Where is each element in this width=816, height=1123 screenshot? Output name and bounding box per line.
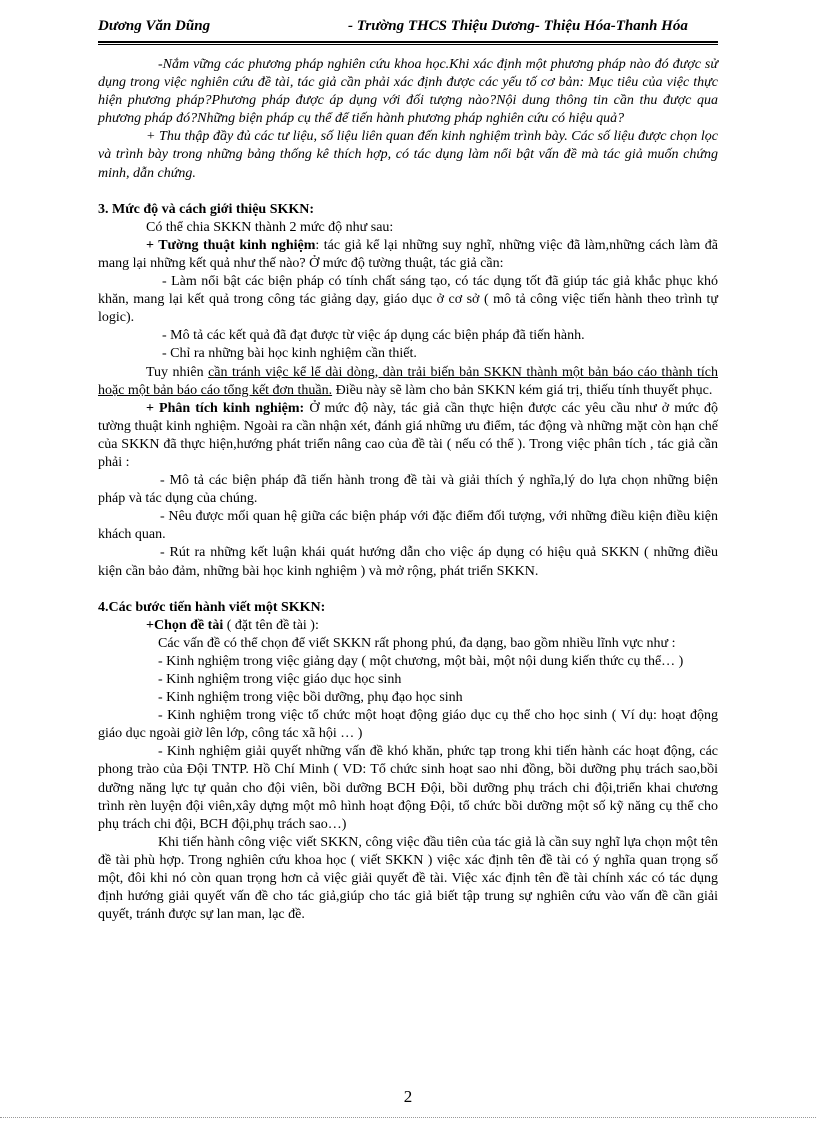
header-school: - Trường THCS Thiệu Dương- Thiệu Hóa-Thanh Hóa bbox=[348, 18, 688, 34]
note-start: Tuy nhiên bbox=[146, 364, 209, 380]
section-4-subheading bbox=[98, 617, 718, 635]
header-rule-thin bbox=[98, 44, 718, 45]
intro-paragraph-2: + Thu thập đầy đủ các tư liệu, số liệu liên quan đến kinh nghiệm trình bày. Các số liệu được chọn lọc và trình bày trong những bảng thống kê thích hợp, có tác dụng làm nổi bật vấn đề mà tác giả muốn chứng minh, dẫn chứng. bbox=[98, 129, 718, 181]
item-2-title: + Phân tích kinh nghiệm: bbox=[146, 400, 305, 416]
note-end: Điều này sẽ làm cho bản SKKN kém giá trị, thiếu tính thuyết phục. bbox=[332, 382, 713, 398]
section-3-bullet: - Nêu được mối quan hệ giữa các biện pháp với đặc điểm đối tượng, với những điều kiện điều kiện khách quan. bbox=[98, 509, 718, 543]
section-4-bullet: - Kinh nghiệm trong việc bồi dưỡng, phụ đạo học sinh bbox=[158, 690, 463, 706]
section-4-closing: Khi tiến hành công việc viết SKKN, công việc đầu tiên của tác giả là cần suy nghĩ lựa chọn một tên đề tài phù hợp. Trong nghiên cứu khoa học ( viết SKKN ) việc xác định tên đề tài có ý nghĩa quan trọng số một, đôi khi nó còn quan trọng hơn cả việc giải quyết đề tài. Việc xác định tên đề tài chính xác có tác dụng định hướng giải quyết vấn đề cho tác giả,giúp cho tác giả biết tập trung sự nghiên cứu vào vấn đề cần giải quyết, tránh được sự lan man, lạc đề. bbox=[98, 834, 718, 923]
section-3-lead: Có thể chia SKKN thành 2 mức độ như sau: bbox=[146, 219, 394, 235]
item-2-text: Ở mức độ này, tác giả cần thực hiện được các yêu cầu như ở mức độ tường thuật kinh nghiệm. Ngoài ra cần nhận xét, đánh giá những ưu điểm, tác động và những mặt còn hạn chế của SKKN đã thực hiện,hướng phát triển nâng cao của đề tài ( nếu có thể ). Trong việc phân tích , tác giả cần phải : bbox=[98, 400, 719, 470]
note-underlined: cần tránh việc kể lể dài dòng, dàn trải biến bản SKKN thành một bản báo cáo thành tích hoặc một bản báo cáo tổng kết đơn thuần. bbox=[98, 364, 718, 398]
intro-paragraph-1: -Nắm vững các phương pháp nghiên cứu khoa học.Khi xác định một phương pháp nào đó được sử dụng trong việc nghiên cứu đề tài, tác giả cần phải xác định được các yếu tố cơ bản: Mục tiêu của việc thực hiện phương pháp?Phương pháp được áp dụng với đối tượng nào?Nội dung thông tin cần thu được qua phương pháp đó?Những biện pháp cụ thể để tiến hành phương pháp nghiên cứu có hiệu quả? bbox=[98, 57, 718, 127]
item-1-text: : tác giả kể lại những suy nghĩ, những việc đã làm,những cách làm đã mang lại những kết quả như thế nào? Ở mức độ tường thuật, tác giả cần: bbox=[98, 237, 719, 271]
section-4-heading: 4.Các bước tiến hành viết một SKKN: bbox=[98, 599, 326, 615]
section-3-heading: 3. Mức độ và cách giới thiệu SKKN: bbox=[98, 201, 315, 217]
section-4-bullet: - Kinh nghiệm trong việc tổ chức một hoạt động giáo dục cụ thể cho học sinh ( Ví dụ: hoạt động giáo dục ngoài giờ lên lớp, công tác xã hội … ) bbox=[98, 708, 718, 742]
section-4-lead: Các vấn đề có thể chọn để viết SKKN rất phong phú, đa dạng, bao gồm nhiều lĩnh vực như : bbox=[158, 635, 676, 651]
section-3-item-1 bbox=[98, 237, 718, 273]
page-header bbox=[98, 18, 704, 40]
footer-rule bbox=[0, 1117, 816, 1118]
section-3-item-2 bbox=[98, 400, 718, 472]
section-3-note bbox=[98, 364, 718, 400]
section-4-bullet: - Kinh nghiệm trong việc giáo dục học sinh bbox=[158, 672, 402, 687]
section-3-bullet: - Làm nổi bật các biện pháp có tính chất sáng tạo, có tác dụng tốt đã giúp tác giả khắc phục khó khăn, mang lại kết quả trong công tác giảng dạy, giáo dục ở cơ sở ( mô tả công việc tiến hành theo trình tự logic). bbox=[98, 274, 718, 326]
section-4-bullet: - Kinh nghiệm giải quyết những vấn đề khó khăn, phức tạp trong khi tiến hành các hoạt động, các phong trào của Đội TNTP. Hồ Chí Minh ( VD: Tổ chức sinh hoạt sao nhi đồng, bồi dưỡng phụ trách sao,bồi dưỡng năng lực tự quản cho đội viên, bồi dưỡng BCH Đội, bồi dưỡng phụ trách chi đội,triển khai chương trình rèn luyện đội viên,xây dựng một mô hình hoạt động Đội, tổ chức bồi dưỡng một số kỹ năng cụ thể cho phụ trách chi đội, BCH đội,phụ trách sao…) bbox=[98, 744, 718, 832]
section-3-bullet: - Chỉ ra những bài học kinh nghiệm cần thiết. bbox=[162, 346, 417, 362]
header-author: Dương Văn Dũng bbox=[98, 18, 211, 34]
section-3-bullet: - Mô tả các kết quả đã đạt được từ việc áp dụng các biện pháp đã tiến hành. bbox=[162, 328, 585, 344]
document-body bbox=[98, 56, 718, 924]
section-4-bullet: - Kinh nghiệm trong việc giảng dạy ( một chương, một bài, một nội dung kiến thức cụ thể… ) bbox=[158, 653, 684, 669]
section-3-bullet: - Rút ra những kết luận khái quát hướng dẫn cho việc áp dụng có hiệu quả SKKN ( những điều kiện cần bảo đảm, những bài học kinh nghiệm ) và mở rộng, phát triển SKKN. bbox=[98, 545, 718, 579]
section-3-bullet: - Mô tả các biện pháp đã tiến hành trong đề tài và giải thích ý nghĩa,lý do lựa chọn những biện pháp và tác dụng của chúng. bbox=[98, 473, 718, 507]
item-1-title: + Tường thuật kinh nghiệm bbox=[146, 237, 316, 253]
subheading-text: ( đặt tên đề tài ): bbox=[223, 617, 319, 633]
header-rule bbox=[98, 41, 718, 43]
page-number: 2 bbox=[403, 1087, 413, 1106]
subheading-title: +Chọn đề tài bbox=[146, 617, 224, 633]
